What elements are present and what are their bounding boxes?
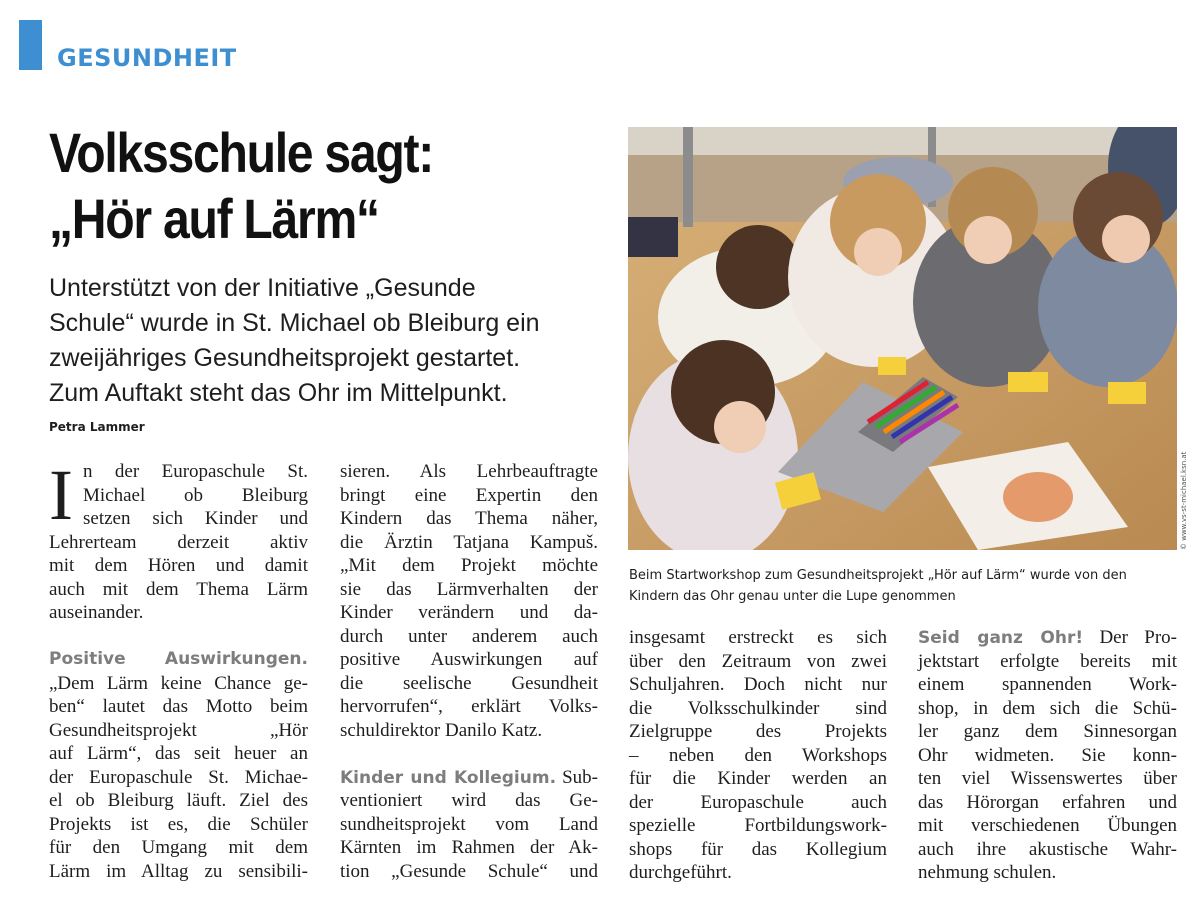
text-line: shop, in dem sich die Schü- [918,697,1177,719]
subheading: Kinder und Kollegium. [340,767,557,788]
photo-credit [1180,451,1192,562]
text-line: der Europaschule St. Michae- [49,766,308,788]
caption-line: Kindern das Ohr genau unter die Lupe genommen [629,589,956,604]
text-line: sieren. Als Lehrbeauftragte [340,461,598,482]
text-line: positive Auswirkungen auf [340,649,598,670]
text-line: die Ärztin Tatjana Kampuš. [340,531,598,553]
text-line: ventioniert wird das Ge- [340,790,598,811]
headline-line: Volksschule sagt: [49,121,434,184]
text-line: nehmung schulen. [918,862,1057,883]
article-column-1 [49,455,308,883]
children-workshop-photo [628,127,1177,550]
text-line: sie das Lärmverhalten der [340,578,598,600]
text-line: für den Umgang mit dem [49,837,308,858]
text-line: Kindern das Thema näher, [340,508,598,529]
text-line: auf Lärm“, das seit heuer an [49,743,308,764]
text-line: „Dem Lärm keine Chance ge- [49,672,308,694]
section-color-bar [19,20,42,70]
author-byline: Petra Lammer [49,420,145,434]
text-line: Kinder verändern und da- [340,602,598,623]
section-label: GESUNDHEIT [57,44,237,72]
text-line: auch mit dem Thema Lärm [49,578,308,600]
text-line: für die Kinder werden an [629,768,887,789]
text-line: einem spannenden Work- [918,674,1177,695]
text-line: insgesamt erstreckt es sich [629,627,887,648]
text-line [340,766,598,790]
text-line: bringt eine Expertin den [340,484,598,506]
text-line: tion „Gesunde Schule“ und [340,860,598,882]
text-line: ten viel Wissenswertes über [918,768,1177,789]
article-column-4 [918,626,1177,885]
text-line: Lärm im Alltag zu sensibili- [49,860,308,882]
text-line: mit verschiedenen Übungen [918,815,1177,836]
photo-credit-text: © www.vs-st-michael.ksn.at [1180,451,1188,550]
text-line: mit dem Hören und damit [49,555,308,576]
headline-line: „Hör auf Lärm“ [49,187,379,250]
text-line: hervorrufen“, erklärt Volks- [340,696,598,717]
text-line: der Europaschule auch [629,791,887,813]
text-line: n der Europaschule St. [83,461,308,482]
caption-line: Beim Startworkshop zum Gesundheitsprojekt „Hör auf Lärm“ wurde von den [629,568,1127,583]
text-line: Lehrerteam derzeit aktiv [49,531,308,553]
text-line: das Hörorgan erfahren und [918,791,1177,813]
subheading: Seid ganz Ohr! [918,628,1084,648]
article-column-2 [340,460,598,883]
text-line: setzen sich Kinder und [83,508,308,529]
text-line: die Volksschulkinder sind [629,697,887,719]
lead-line: Unterstützt von der Initiative „Gesunde [49,274,476,302]
text-line: auseinander. [49,602,144,623]
photo-caption [629,565,1189,607]
text-line: jektstart erfolgte bereits mit [918,650,1177,672]
lead-line: zweijähriges Gesundheitsprojekt gestartet. [49,344,521,372]
text-line: „Mit dem Projekt möchte [340,555,598,576]
text-line: Ohr widmeten. Sie konn- [918,744,1177,766]
text-line [918,626,1177,650]
text-line: über den Zeitraum von zwei [629,650,887,672]
text-line: durch unter anderem auch [340,625,598,647]
subheading: Positive Auswirkungen. [49,649,308,669]
text-line: Projekts ist es, die Schüler [49,813,308,835]
text-line: ler ganz dem Sinnesorgan [918,721,1177,742]
text-line: durchgeführt. [629,862,732,883]
text-fragment: Der Pro- [1083,627,1178,648]
text-fragment: Sub- [556,766,598,788]
article-photo [628,127,1177,550]
drop-cap: I [49,455,73,535]
lead-line: Zum Auftakt steht das Ohr im Mittelpunkt. [49,379,508,407]
text-line: Schuljahren. Doch nicht nur [629,674,887,695]
text-line: sundheitsprojekt vom Land [340,813,598,835]
text-line: Michael ob Bleiburg [83,484,308,506]
text-line: die seelische Gesundheit [340,672,598,694]
text-line: – neben den Workshops [629,744,887,766]
text-line: spezielle Fortbildungswork- [629,815,887,836]
lead-line: Schule“ wurde in St. Michael ob Bleiburg ein [49,309,540,337]
text-line: Kärnten im Rahmen der Ak- [340,837,598,858]
article-column-3 [629,626,887,885]
text-line: auch ihre akustische Wahr- [918,838,1177,860]
lead-paragraph [49,271,609,411]
text-line: Zielgruppe des Projekts [629,721,887,742]
text-line: el ob Bleiburg läuft. Ziel des [49,790,308,811]
text-line: Gesundheitsprojekt „Hör [49,719,308,741]
text-line: shops für das Kollegium [629,838,887,860]
headline [49,120,531,252]
text-line: ben“ lautet das Motto beim [49,696,308,717]
text-line: schuldirektor Danilo Katz. [340,719,543,741]
